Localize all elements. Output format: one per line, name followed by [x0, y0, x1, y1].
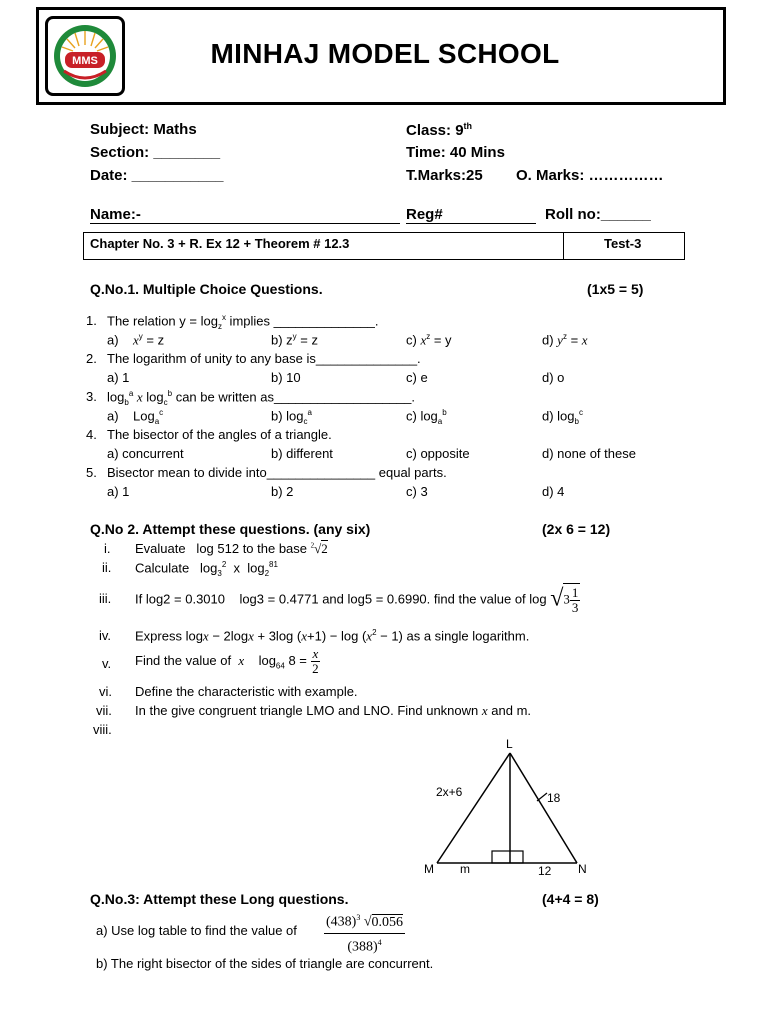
q1-item-text: The logarithm of unity to any base is______________. [107, 351, 421, 366]
q2-numeral: ii. [102, 560, 112, 575]
q1-option: d) $y^z = x$ [542, 332, 588, 348]
obtained-marks-field: O. Marks: …………… [516, 167, 664, 184]
tick-mark [537, 793, 547, 801]
q1-option: d) none of these [542, 446, 636, 461]
test-label: Test-3 [604, 236, 642, 251]
q2-item-iii: If log2 = 0.3010 log3 = 0.4771 and log5 = 0.6990. find the value of log √3 $\frac{1}{3}$ [135, 585, 579, 615]
chapter-title: Chapter No. 3 + R. Ex 12 + Theorem # 12.3 [90, 236, 350, 251]
time-label: Time: 40 Mins [406, 144, 505, 161]
q1-item-text: Bisector mean to divide into_______________ equal parts. [107, 465, 447, 480]
q3-item-b: b) The right bisector of the sides of triangle are concurrent. [96, 956, 434, 971]
q1-option: b) 2 [271, 484, 294, 499]
label-side-right: 18 [547, 791, 561, 805]
q2-heading: Q.No 2. Attempt these questions. (any six) [90, 521, 371, 537]
q2-numeral: viii. [93, 722, 112, 737]
reg-field: Reg# [406, 206, 536, 224]
q1-option: c) $\log_a^b$ [406, 408, 447, 426]
q2-numeral: v. [102, 656, 112, 671]
q1-item-number: 2. [86, 351, 97, 366]
q1-option: d) o [542, 370, 565, 385]
q1-option: d) 4 [542, 484, 565, 499]
q2-item-vii: In the give congruent triangle LMO and LNO. Find unknown x and m. [135, 703, 532, 718]
q1-option: b) 10 [271, 370, 301, 385]
q1-option: c) 3 [406, 484, 428, 499]
triangle-figure [420, 735, 600, 880]
q1-item-number: 3. [86, 389, 97, 404]
q1-item-text: $\log_b^a x$ $\log_c^b$ can be written as___________________. [107, 389, 415, 407]
name-field: Name:- [90, 206, 400, 224]
school-logo [45, 16, 125, 96]
q1-option: c) opposite [406, 446, 470, 461]
q1-item-text: The bisector of the angles of a triangle. [107, 427, 332, 442]
q2-numeral: iv. [99, 628, 112, 643]
section-field: Section: ________ [90, 144, 221, 161]
logo-text: MMS [72, 55, 98, 67]
q1-item-number: 5. [86, 465, 97, 480]
q1-option: d) $\log_b^c$ [542, 408, 583, 426]
label-base-left: m [460, 862, 470, 876]
subject-label: Subject: Maths [90, 121, 197, 138]
q2-numeral: vii. [96, 703, 112, 718]
q1-option: a) 1 [107, 370, 130, 385]
q1-option: b) $\log_c^a$ [271, 408, 312, 426]
q2-item-vi: Define the characteristic with example. [135, 684, 358, 699]
label-base-right: 12 [538, 864, 552, 878]
q1-marks: (1x5 = 5) [587, 281, 644, 297]
q2-item-iv: Express logx − 2logx + 3log $(x+1) - \log (x^2 - 1)$ as a single logarithm. [135, 628, 530, 644]
q3-item-a: a) Use log table to find the value of [96, 923, 297, 938]
label-side-left: 2x+6 [436, 785, 463, 799]
chapter-divider [563, 232, 564, 260]
q1-item-number: 4. [86, 427, 97, 442]
q1-item-number: 1. [86, 313, 97, 328]
side-ln [510, 753, 577, 863]
q1-option: b) different [271, 446, 333, 461]
school-name: MINHAJ MODEL SCHOOL [210, 38, 560, 69]
q2-numeral: i. [104, 541, 111, 556]
q1-option: c) $x^z = y$ [406, 332, 452, 348]
q3-expression: $(438)^3$ √0.056 $(388)^4$ [324, 908, 405, 956]
q2-numeral: iii. [99, 591, 112, 606]
q2-item-i: Evaluate log 512 to the base $^2$√2 [135, 541, 328, 556]
q1-option: b) $z^y = z$ [271, 332, 318, 348]
q2-marks: (2x 6 = 12) [542, 521, 611, 537]
roll-field: Roll no:______ [545, 206, 651, 223]
q2-item-v: Find the value of x $\log_{64} 8$ = $\frac{x}{2}$ [135, 646, 319, 676]
q1-option: a) 1 [107, 484, 130, 499]
q1-option: c) e [406, 370, 428, 385]
date-field: Date: ___________ [90, 167, 224, 184]
q3-heading: Q.No.3: Attempt these Long questions. [90, 891, 349, 907]
q1-option: a) concurrent [107, 446, 184, 461]
class-label: Class: 9th [406, 121, 473, 139]
label-m: M [424, 862, 434, 876]
total-marks-label: T.Marks:25 [406, 167, 483, 184]
q1-item-text: The relation $y = \log_z^x$ implies ______________. [107, 313, 379, 331]
label-l: L [506, 737, 513, 751]
q1-heading: Q.No.1. Multiple Choice Questions. [90, 281, 323, 297]
q1-option: a) $x^y = z$ [107, 332, 165, 348]
right-angle-mark [492, 851, 523, 863]
q2-numeral: vi. [99, 684, 112, 699]
label-n: N [578, 862, 587, 876]
side-lm [437, 753, 510, 863]
q1-option: a) Log$_a^c$ [107, 408, 164, 426]
q3-marks: (4+4 = 8) [542, 891, 599, 907]
q2-item-ii: Calculate $\log_3^2 x$ $\log_2^{81}$ [135, 560, 278, 578]
